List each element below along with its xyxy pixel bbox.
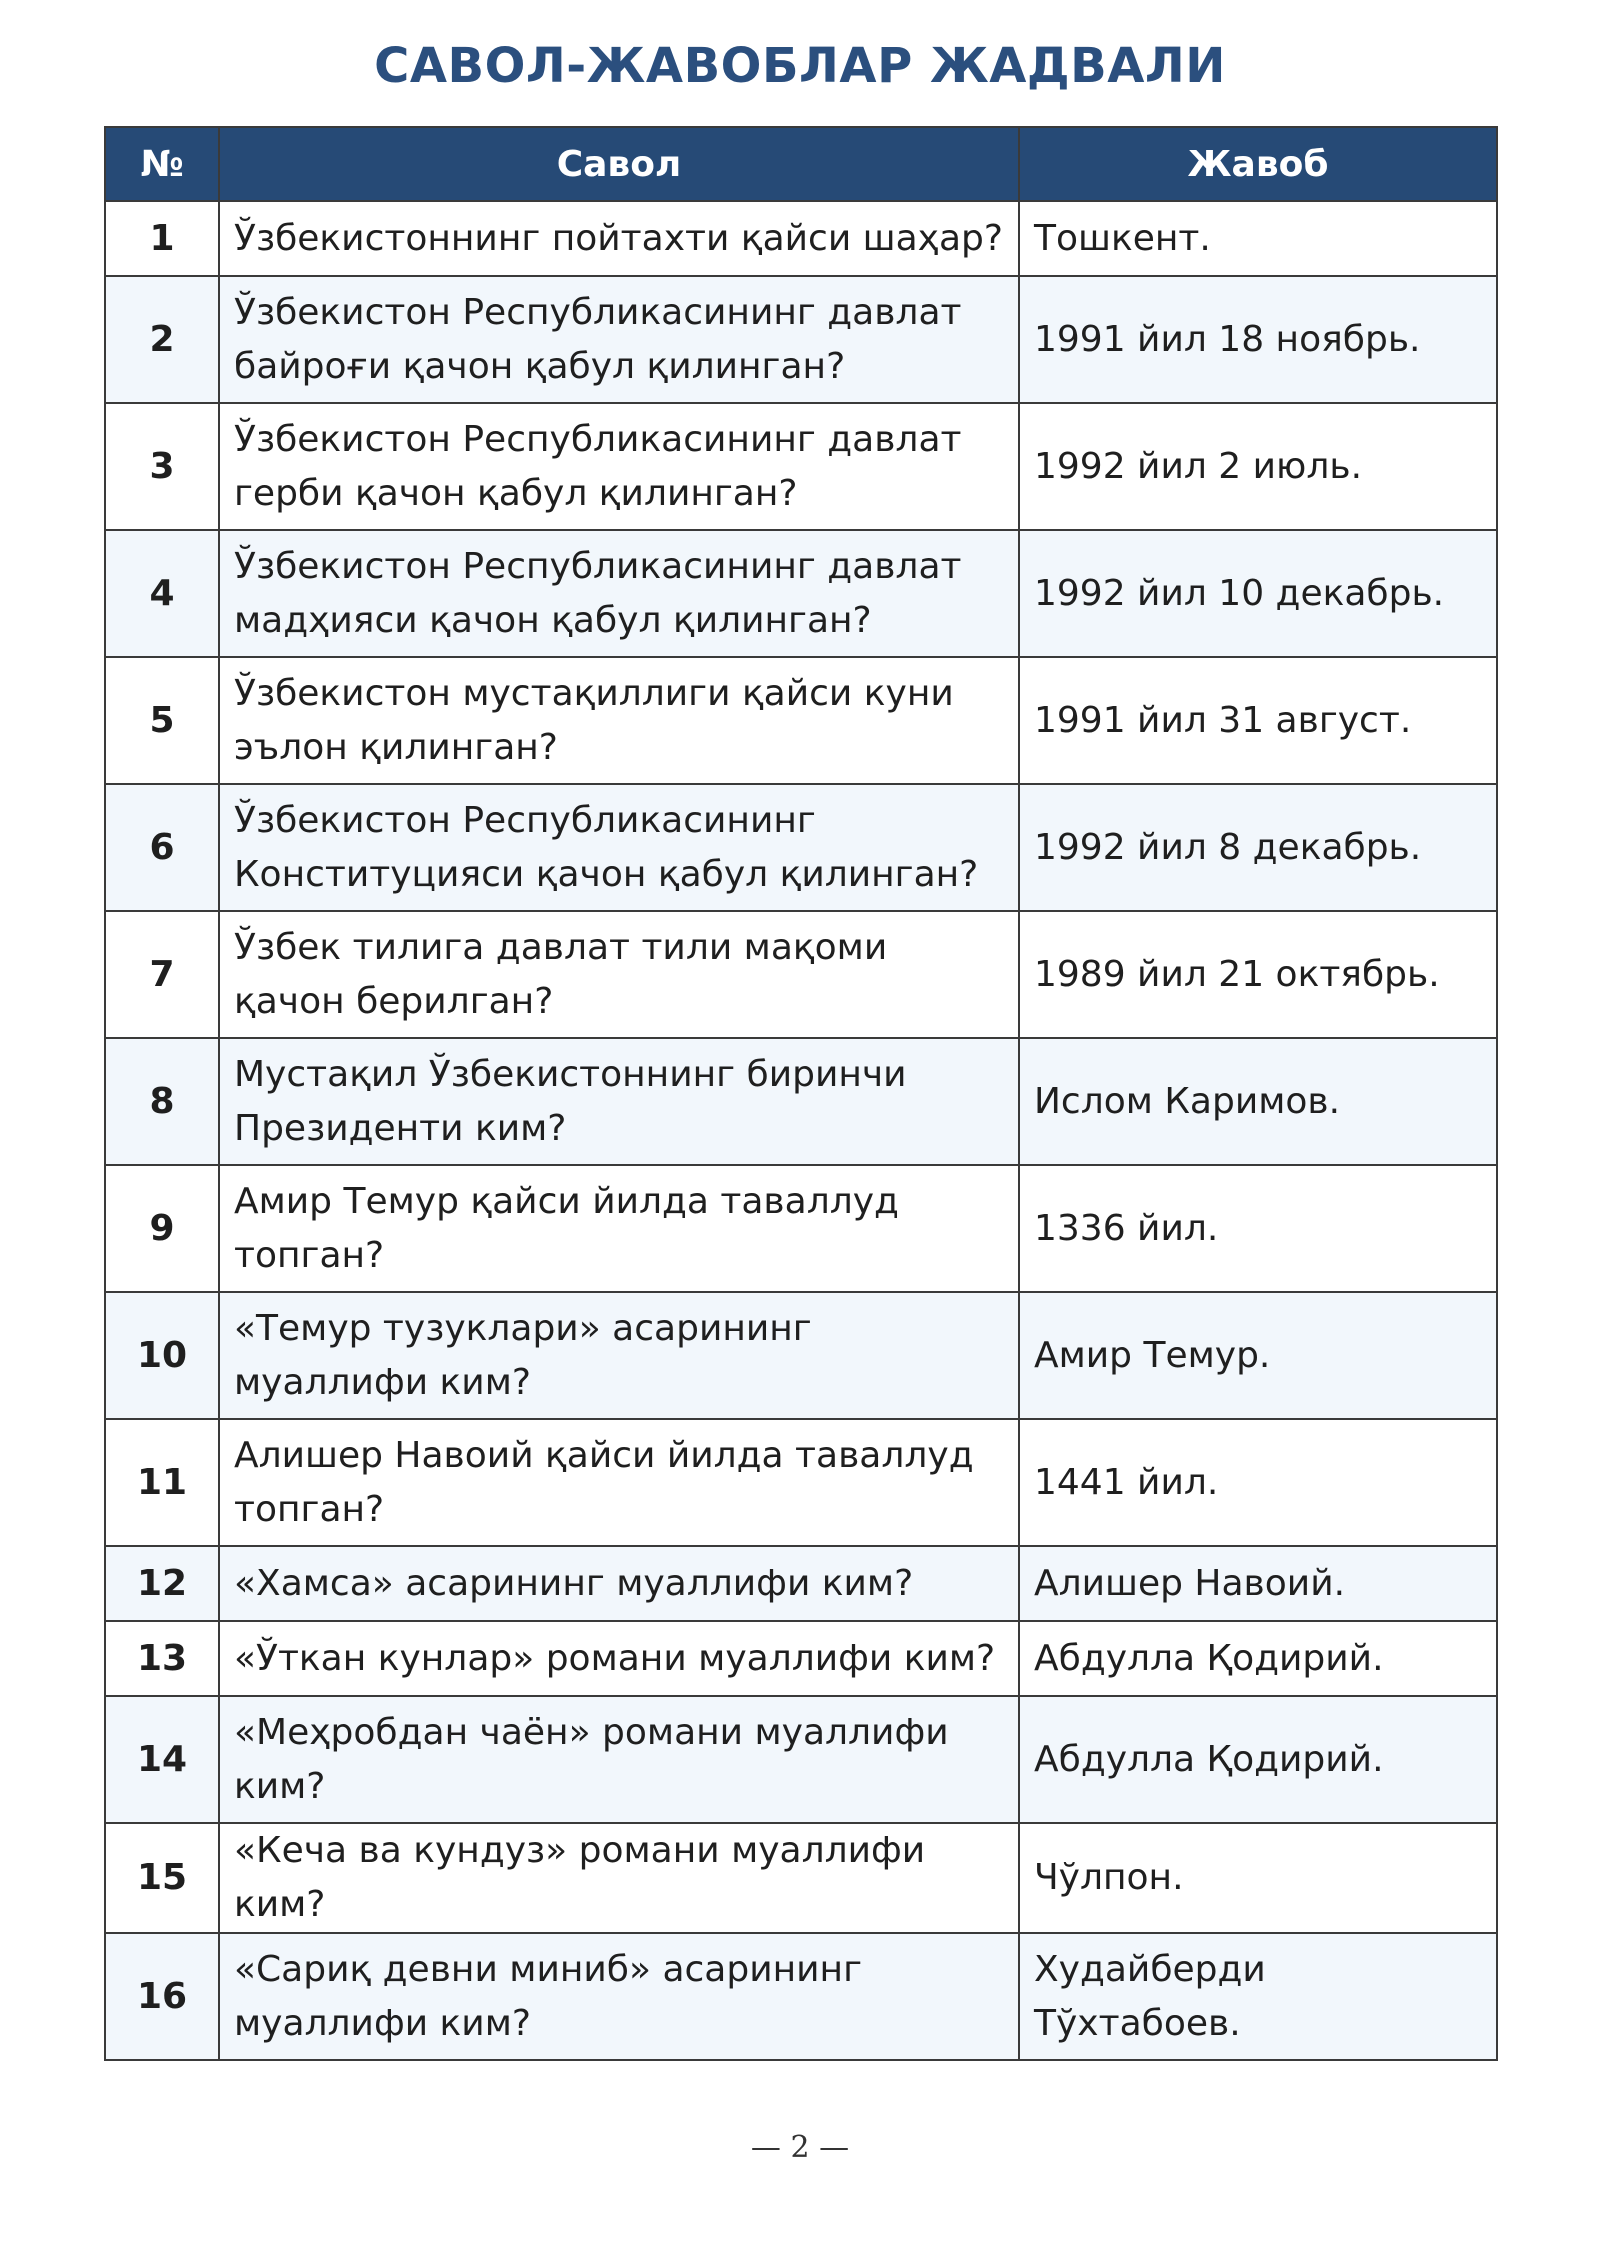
row-question: «Меҳробдан чаён» романи муаллифи ким? — [219, 1696, 1019, 1823]
table-row — [105, 784, 1497, 911]
row-number: 5 — [105, 657, 219, 784]
page-title: САВОЛ-ЖАВОБЛАР ЖАДВАЛИ — [374, 38, 1226, 94]
row-number: 3 — [105, 403, 219, 530]
row-question: Ўзбекистон Республикасининг давлат байроғи қачон қабул қилинган? — [219, 276, 1019, 403]
table-row — [105, 657, 1497, 784]
row-answer: Худайберди Тўхтабоев. — [1019, 1933, 1497, 2060]
table-row — [105, 911, 1497, 1038]
row-question: Мустақил Ўзбекистоннинг биринчи Президенти ким? — [219, 1038, 1019, 1165]
row-answer: 1992 йил 8 декабрь. — [1019, 784, 1497, 911]
row-question: Алишер Навоий қайси йилда таваллуд топган? — [219, 1419, 1019, 1546]
row-question: «Ўткан кунлар» романи муаллифи ким? — [219, 1621, 1019, 1696]
row-question: «Темур тузуклари» асарининг муаллифи ким? — [219, 1292, 1019, 1419]
row-question: Ўзбекистон Республикасининг давлат мадҳияси қачон қабул қилинган? — [219, 530, 1019, 657]
row-answer: 1441 йил. — [1019, 1419, 1497, 1546]
row-number: 11 — [105, 1419, 219, 1546]
row-number: 7 — [105, 911, 219, 1038]
table-row — [105, 201, 1497, 276]
table-row — [105, 1292, 1497, 1419]
table-row — [105, 1165, 1497, 1292]
row-question: Амир Темур қайси йилда таваллуд топган? — [219, 1165, 1019, 1292]
row-number: 10 — [105, 1292, 219, 1419]
row-number: 9 — [105, 1165, 219, 1292]
row-answer: 1989 йил 21 октябрь. — [1019, 911, 1497, 1038]
row-answer: Чўлпон. — [1019, 1823, 1497, 1933]
row-answer: Алишер Навоий. — [1019, 1546, 1497, 1621]
table-row — [105, 276, 1497, 403]
row-answer: Амир Темур. — [1019, 1292, 1497, 1419]
row-number: 8 — [105, 1038, 219, 1165]
table-row — [105, 1038, 1497, 1165]
header-answer: Жавоб — [1019, 127, 1497, 201]
table-header-row — [105, 127, 1497, 201]
table-row — [105, 1621, 1497, 1696]
row-question: Ўзбекистон Республикасининг давлат герби қачон қабул қилинган? — [219, 403, 1019, 530]
row-number: 13 — [105, 1621, 219, 1696]
header-number: № — [105, 127, 219, 201]
row-number: 15 — [105, 1823, 219, 1933]
row-answer: Абдулла Қодирий. — [1019, 1696, 1497, 1823]
table-row — [105, 403, 1497, 530]
row-number: 16 — [105, 1933, 219, 2060]
row-answer: Ислом Каримов. — [1019, 1038, 1497, 1165]
row-number: 12 — [105, 1546, 219, 1621]
row-question: «Сариқ девни миниб» асарининг муаллифи ким? — [219, 1933, 1019, 2060]
row-question: Ўзбек тилига давлат тили мақоми қачон берилган? — [219, 911, 1019, 1038]
row-number: 6 — [105, 784, 219, 911]
table-row — [105, 1419, 1497, 1546]
row-question: «Кеча ва кундуз» романи муаллифи ким? — [219, 1823, 1019, 1933]
row-answer: 1991 йил 31 август. — [1019, 657, 1497, 784]
page-number: — 2 — — [750, 2130, 850, 2165]
header-question: Савол — [219, 127, 1019, 201]
row-answer: 1336 йил. — [1019, 1165, 1497, 1292]
row-answer: Абдулла Қодирий. — [1019, 1621, 1497, 1696]
row-answer: 1991 йил 18 ноябрь. — [1019, 276, 1497, 403]
row-number: 1 — [105, 201, 219, 276]
table-row — [105, 1696, 1497, 1823]
row-number: 14 — [105, 1696, 219, 1823]
table-row — [105, 1933, 1497, 2060]
table-row — [105, 1823, 1497, 1933]
qa-table — [104, 126, 1498, 2061]
row-number: 2 — [105, 276, 219, 403]
row-question: Ўзбекистон Республикасининг Конституцияси қачон қабул қилинган? — [219, 784, 1019, 911]
row-answer: 1992 йил 2 июль. — [1019, 403, 1497, 530]
row-question: «Хамса» асарининг муаллифи ким? — [219, 1546, 1019, 1621]
row-number: 4 — [105, 530, 219, 657]
table-row — [105, 530, 1497, 657]
row-answer: Тошкент. — [1019, 201, 1497, 276]
table-row — [105, 1546, 1497, 1621]
row-question: Ўзбекистон мустақиллиги қайси куни эълон қилинган? — [219, 657, 1019, 784]
row-answer: 1992 йил 10 декабрь. — [1019, 530, 1497, 657]
row-question: Ўзбекистоннинг пойтахти қайси шаҳар? — [219, 201, 1019, 276]
